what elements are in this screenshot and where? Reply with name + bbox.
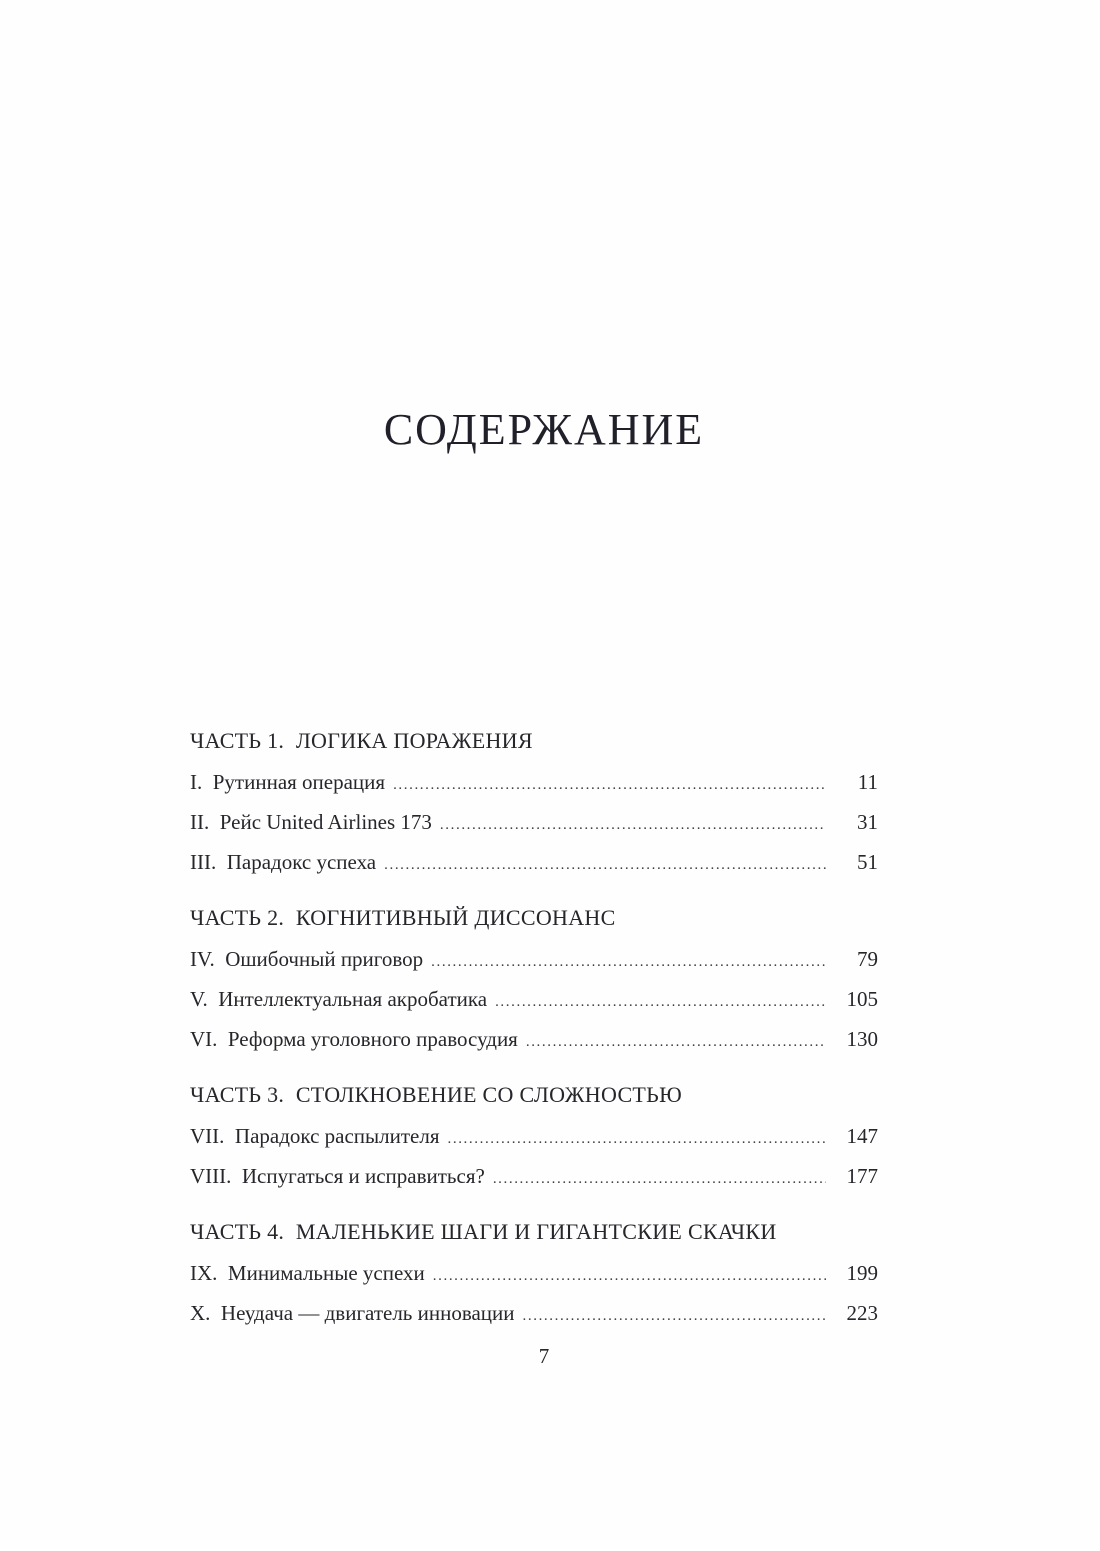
toc-entry <box>190 1156 878 1196</box>
chapter-page-number: 223 <box>846 1301 878 1325</box>
part-heading: ЧАСТЬ 3. СТОЛКНОВЕНИЕ СО СЛОЖНОСТЬЮ <box>190 1082 683 1107</box>
folio-page-number: 7 <box>538 1344 550 1368</box>
chapter-page-number: 79 <box>857 947 878 971</box>
chapter-label: VIII. Испугаться и исправиться? <box>190 1164 485 1188</box>
toc-entry <box>190 762 878 802</box>
chapter-label: V. Интеллектуальная акробатика <box>190 987 488 1011</box>
chapter-label: X. Неудача — двигатель инновации <box>190 1301 515 1325</box>
toc-entry <box>190 842 878 882</box>
dot-leader <box>493 1159 826 1199</box>
dot-leader <box>384 845 826 885</box>
dot-leader <box>523 1296 826 1336</box>
part-heading: ЧАСТЬ 2. КОГНИТИВНЫЙ ДИССОНАНС <box>190 905 616 930</box>
toc-entry <box>190 1116 878 1156</box>
page-title: СОДЕРЖАНИЕ <box>383 405 705 454</box>
chapter-label: III. Парадокс успеха <box>190 850 377 874</box>
chapter-page-number: 51 <box>857 850 878 874</box>
part-heading: ЧАСТЬ 1. ЛОГИКА ПОРАЖЕНИЯ <box>190 728 533 753</box>
toc-part-2 <box>190 903 878 1059</box>
dot-leader <box>433 1256 826 1296</box>
chapter-page-number: 177 <box>846 1164 878 1188</box>
chapter-page-number: 31 <box>857 810 878 834</box>
dot-leader <box>431 942 826 982</box>
chapter-page-number: 199 <box>846 1261 878 1285</box>
chapter-page-number: 11 <box>857 770 878 794</box>
toc-part-1 <box>190 726 878 882</box>
toc-part-3 <box>190 1080 878 1196</box>
dot-leader <box>448 1119 827 1159</box>
toc-entry <box>190 802 878 842</box>
chapter-label: I. Рутинная операция <box>190 770 386 794</box>
toc-entry <box>190 939 878 979</box>
chapter-label: IV. Ошибочный приговор <box>190 947 424 971</box>
chapter-label: IX. Минимальные успехи <box>190 1261 425 1285</box>
chapter-page-number: 105 <box>846 987 878 1011</box>
table-of-contents <box>190 726 878 1333</box>
dot-leader <box>526 1022 826 1062</box>
dot-leader <box>393 765 826 805</box>
chapter-label: II. Рейс United Airlines 173 <box>190 810 432 834</box>
dot-leader <box>495 982 826 1022</box>
chapter-page-number: 130 <box>846 1027 878 1051</box>
chapter-page-number: 147 <box>846 1124 878 1148</box>
part-heading: ЧАСТЬ 4. МАЛЕНЬКИЕ ШАГИ И ГИГАНТСКИЕ СКАЧКИ <box>190 1219 777 1244</box>
toc-entry <box>190 979 878 1019</box>
chapter-label: VII. Парадокс распылителя <box>190 1124 440 1148</box>
dot-leader <box>440 805 826 845</box>
toc-part-4 <box>190 1217 878 1333</box>
toc-entry <box>190 1253 878 1293</box>
toc-entry <box>190 1293 878 1333</box>
toc-entry <box>190 1019 878 1059</box>
chapter-label: VI. Реформа уголовного правосудия <box>190 1027 518 1051</box>
